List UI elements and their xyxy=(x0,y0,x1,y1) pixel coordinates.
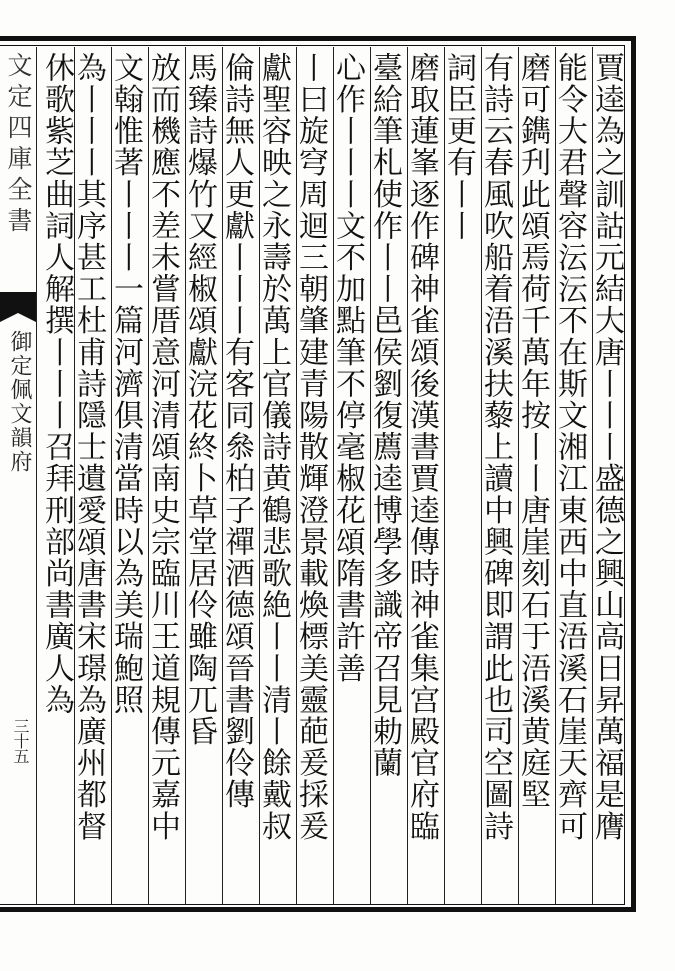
text-column: 心作丨丨丨文不加點筆不停毫椒花頌隋書許善 xyxy=(330,52,365,684)
text-column: 獻聖容映之永壽於萬上官儀詩黄鶴悲歌絶丨丨清丨餘戴叔 xyxy=(256,52,291,842)
text-column: 賈逵為之訓詁元結大唐丨丨丨盛德之興山高日昇萬福是膺 xyxy=(589,52,624,842)
text-column: 丨曰旋穹周迴三朝肇建青陽散輝澄景載煥標美靈葩爰採爰 xyxy=(293,52,328,842)
text-column: 文翰惟著丨丨丨一篇河濟俱清當時以為美瑞鮑照 xyxy=(108,52,143,716)
text-column: 詞臣更有丨丨 xyxy=(441,52,476,242)
running-title: 文定四庫全書 xyxy=(4,52,33,238)
text-column: 有詩云春風吹船着浯溪扶藜上讀中興碑即謂此也司空圖詩 xyxy=(478,52,513,842)
text-column: 能令大君聲容沄沄不在斯文湘江東西中直浯溪石崖天齊可 xyxy=(552,52,587,842)
text-column: 休歌紫芝曲詞人解撰丨丨丨召拜刑部尚書廣人為 xyxy=(39,52,74,716)
text-column: 磨可鐫刋此頌焉荷千萬年按丨丨唐崖刻石于浯溪黄庭堅 xyxy=(515,52,550,811)
text-column: 倫詩無人更獻丨丨丨有客同叅柏子禪酒德頌晉書劉伶傳 xyxy=(219,52,254,811)
page-number: 三十五 xyxy=(11,718,30,763)
text-column: 放而機應不差未嘗厝意河清頌南史宗臨川王道規傳元嘉中 xyxy=(145,52,180,842)
column-rule xyxy=(36,47,37,904)
text-column: 為丨丨丨其序甚工杜甫詩隱士遺愛頌唐書宋璟為廣州都督 xyxy=(71,52,106,842)
text-column: 磨取蓮峯逐作碑神雀頌後漢書賈逵傳時神雀集宫殿官府臨 xyxy=(404,52,439,842)
book-title: 御定佩文韻府 xyxy=(7,330,32,474)
text-column: 馬臻詩爆竹又經椒頌獻浣花終卜草堂居伶雖陶兀昏 xyxy=(182,52,217,748)
text-column: 臺給筆札使作丨丨邑侯劉復薦逵博學多識帝召見勅蘭 xyxy=(367,52,402,779)
